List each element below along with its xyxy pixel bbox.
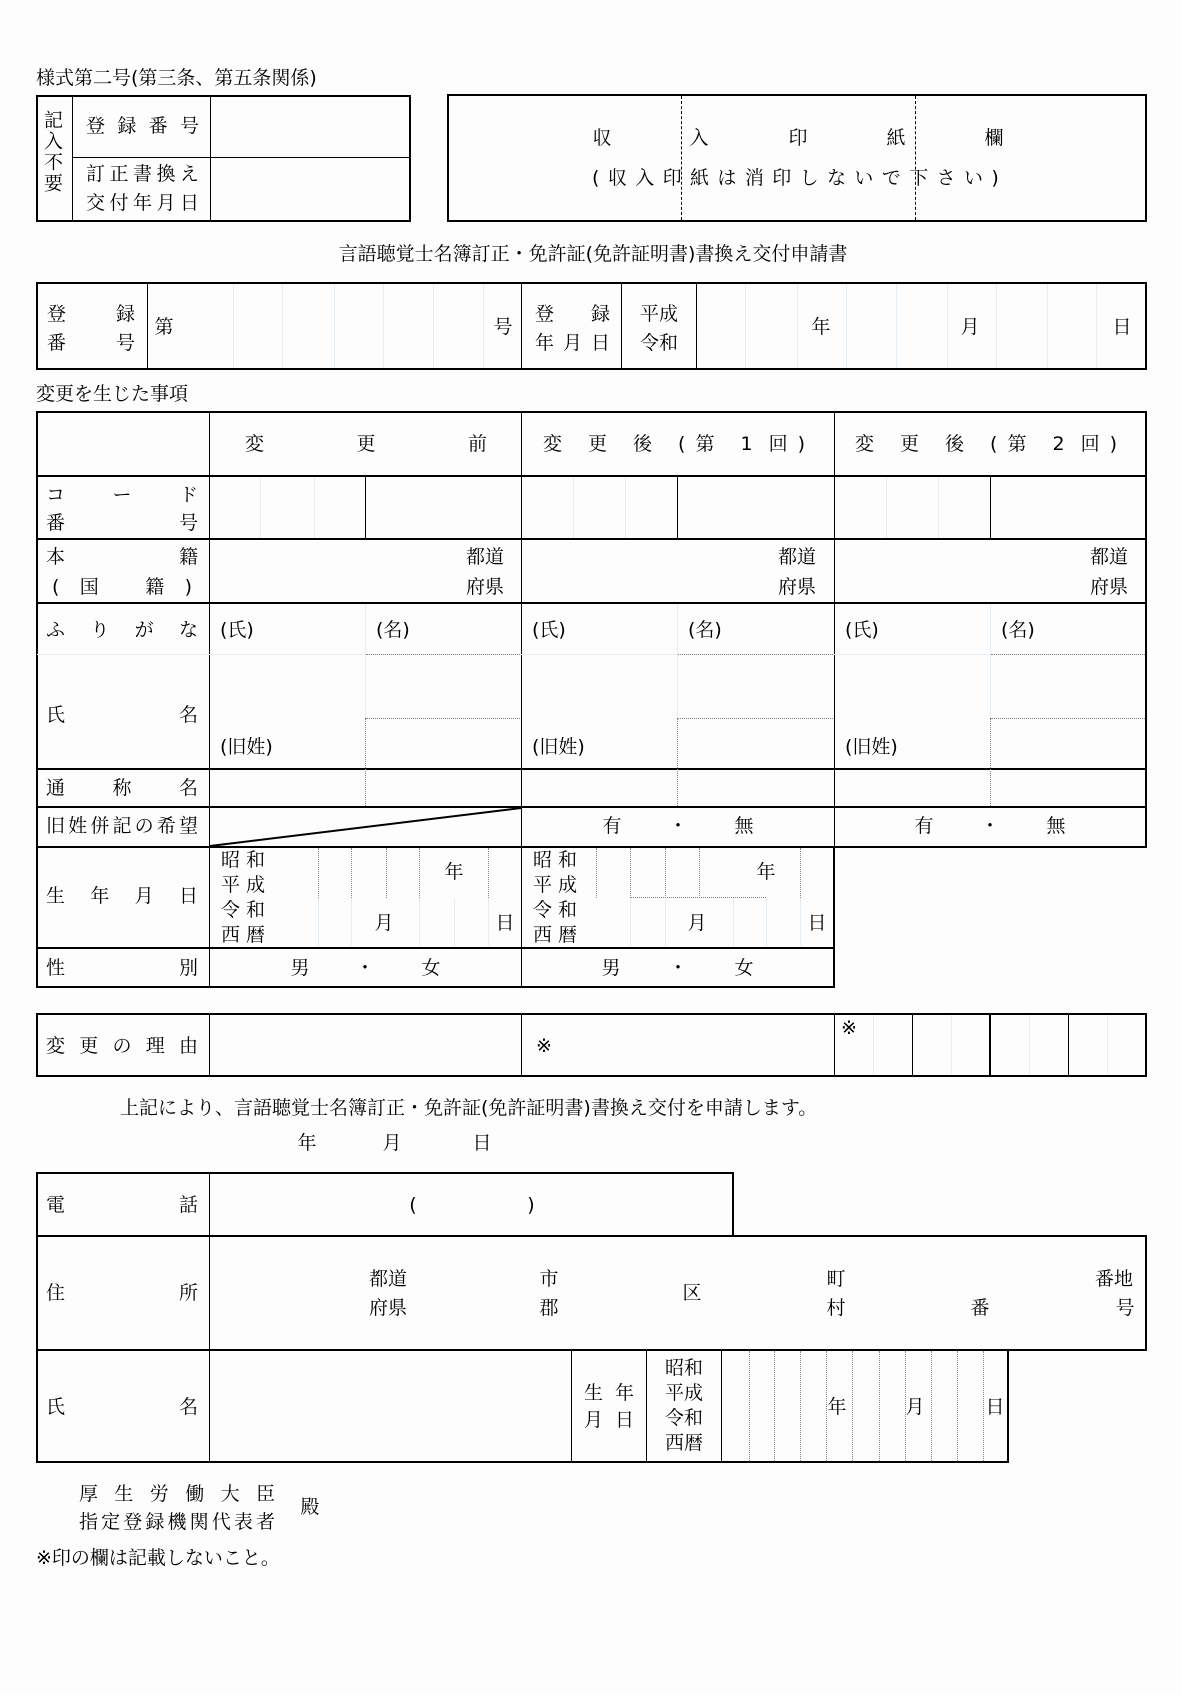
footnote: ※印の欄は記載しないこと。 xyxy=(36,1547,280,1569)
birth-year-label: 年 xyxy=(444,861,464,883)
maiden-wish-yes-1[interactable]: 有 xyxy=(602,815,622,837)
reg-date-label-1: 登 録 xyxy=(535,303,610,325)
changes-heading: 変更を生じた事項 xyxy=(36,383,189,405)
reg-year-label: 年 xyxy=(811,316,831,338)
addr-town-label: 町 xyxy=(826,1268,846,1290)
stamp-char: 紙 xyxy=(886,127,906,149)
addr-ward-label: 区 xyxy=(682,1282,702,1304)
maiden-name-label: (旧姓) xyxy=(845,736,898,758)
reg-number-prefix: 第 xyxy=(154,316,174,338)
separator-dot: ・ xyxy=(355,957,375,979)
maiden-wish-no-1[interactable]: 無 xyxy=(734,815,754,837)
furigana-label: ふ り が な xyxy=(46,619,198,641)
application-year-label: 年 xyxy=(297,1132,317,1154)
applicant-birth-day-label: 日 xyxy=(985,1396,1005,1418)
addr-city-label: 市 xyxy=(539,1268,559,1290)
phone-area-close: ) xyxy=(527,1194,535,1216)
era-seireki[interactable]: 西暦 xyxy=(664,1432,704,1454)
maiden-name-label: (旧姓) xyxy=(220,736,273,758)
reg-date-label-2: 年月日 xyxy=(535,332,610,354)
office-use-mark: ※ xyxy=(841,1017,857,1039)
reg-month-label: 月 xyxy=(960,316,980,338)
surname-label: (氏) xyxy=(845,619,879,641)
applicant-birth-month-label: 月 xyxy=(905,1396,925,1418)
address-label: 住 所 xyxy=(46,1282,198,1304)
maiden-name-label: (旧姓) xyxy=(532,736,585,758)
surname-label: (氏) xyxy=(220,619,254,641)
alias-label: 通 称 名 xyxy=(46,777,198,799)
prefecture-label: 都道 xyxy=(1090,546,1129,568)
declaration-text: 上記により、言語聴覚士名簿訂正・免許証(免許証明書)書換え交付を申請します。 xyxy=(120,1097,818,1119)
addr-village-label: 村 xyxy=(826,1297,846,1319)
code-label-2: 番 号 xyxy=(46,512,198,534)
addr-prefecture-label: 都道 xyxy=(369,1268,408,1290)
domicile-label-2: (国 籍) xyxy=(52,576,192,598)
reg-number-label-2: 番 号 xyxy=(47,332,135,354)
era-heisei[interactable]: 平 成 xyxy=(533,874,578,896)
reg-date-field[interactable] xyxy=(700,290,1140,362)
era-reiwa[interactable]: 令 和 xyxy=(533,899,578,921)
birth-day-label: 日 xyxy=(495,912,515,934)
stamp-char: 欄 xyxy=(984,127,1004,149)
office-use-mark: ※ xyxy=(536,1035,552,1057)
reg-era-reiwa: 令和 xyxy=(639,332,679,354)
column-header-after-2: 変 更 後 (第 2 回) xyxy=(855,433,1117,455)
applicant-birth-label-2: 月 日 xyxy=(584,1409,634,1431)
column-header-after-1: 変 更 後 (第 1 回) xyxy=(543,433,805,455)
era-seireki[interactable]: 西 暦 xyxy=(221,924,266,946)
addr-banchi-label: 番地 xyxy=(1095,1268,1134,1290)
stamp-char: 印 xyxy=(788,127,808,149)
office-reissue-label-1: 訂正書換え xyxy=(86,163,199,185)
applicant-birth-year-label: 年 xyxy=(827,1396,847,1418)
sex-male-2[interactable]: 男 xyxy=(601,957,621,979)
applicant-name-field[interactable] xyxy=(212,1352,568,1460)
separator-dot: ・ xyxy=(668,957,688,979)
prefecture-label: 府県 xyxy=(1090,576,1129,598)
birth-month-label: 月 xyxy=(374,912,394,934)
era-heisei[interactable]: 平 成 xyxy=(221,874,266,896)
office-reg-number-label: 登 録 番 号 xyxy=(86,115,199,137)
maiden-wish-yes-2[interactable]: 有 xyxy=(914,815,934,837)
sex-label: 性 別 xyxy=(46,957,198,979)
era-showa[interactable]: 昭 和 xyxy=(533,849,578,871)
era-reiwa[interactable]: 令和 xyxy=(664,1407,704,1429)
addr-go-label: 号 xyxy=(1115,1297,1135,1319)
name-label: 氏 名 xyxy=(46,704,198,726)
reg-number-label-1: 登 録 xyxy=(47,303,135,325)
addressee-minister: 厚 生 労 働 大 臣 xyxy=(79,1483,275,1505)
office-reg-number-field xyxy=(212,97,408,155)
reg-day-label: 日 xyxy=(1112,316,1132,338)
phone-field[interactable] xyxy=(212,1175,730,1233)
separator-dot: ・ xyxy=(980,815,1000,837)
code-label-1: コ ー ド xyxy=(46,484,198,506)
reg-number-field[interactable] xyxy=(175,290,490,362)
form-id: 様式第二号(第三条、第五条関係) xyxy=(36,67,317,89)
given-name-label: (名) xyxy=(376,619,410,641)
birth-year-label: 年 xyxy=(756,861,776,883)
birth-date-label: 生 年 月 日 xyxy=(46,885,198,907)
applicant-birth-label-1: 生 年 xyxy=(584,1382,634,1404)
birth-day-label: 日 xyxy=(807,912,827,934)
sex-female-2[interactable]: 女 xyxy=(734,957,754,979)
addr-ban-label: 番 xyxy=(970,1297,990,1319)
given-name-label: (名) xyxy=(1001,619,1035,641)
separator-dot: ・ xyxy=(668,815,688,837)
office-use-label: 記入不要 xyxy=(41,110,63,194)
application-day-label: 日 xyxy=(472,1132,492,1154)
page-title: 言語聴覚士名簿訂正・免許証(免許証明書)書換え交付申請書 xyxy=(338,243,848,265)
reg-era-heisei: 平成 xyxy=(639,303,679,325)
reg-number-suffix: 号 xyxy=(493,316,513,338)
domicile-label-1: 本 籍 xyxy=(46,546,198,568)
stamp-note: (収入印紙は消印しないで下さい) xyxy=(592,167,1008,189)
addressee-honorific: 殿 xyxy=(300,1496,320,1518)
maiden-wish-label: 旧姓併記の希望 xyxy=(46,815,198,837)
stamp-char: 入 xyxy=(689,127,709,149)
era-reiwa[interactable]: 令 和 xyxy=(221,899,266,921)
era-showa[interactable]: 昭和 xyxy=(664,1357,704,1379)
stamp-char: 収 xyxy=(592,127,612,149)
era-showa[interactable]: 昭 和 xyxy=(221,849,266,871)
office-reissue-label-2: 交付年月日 xyxy=(86,192,199,214)
prefecture-label: 都道 xyxy=(466,546,505,568)
prefecture-label: 都道 xyxy=(778,546,817,568)
addr-county-label: 郡 xyxy=(539,1297,559,1319)
sex-female-1[interactable]: 女 xyxy=(421,957,441,979)
prefecture-label: 府県 xyxy=(466,576,505,598)
phone-label: 電 話 xyxy=(46,1194,198,1216)
birth-month-label: 月 xyxy=(687,912,707,934)
application-month-label: 月 xyxy=(382,1132,402,1154)
reason-label: 変 更 の 理 由 xyxy=(46,1035,198,1057)
era-seireki[interactable]: 西 暦 xyxy=(533,924,578,946)
prefecture-label: 府県 xyxy=(778,576,817,598)
applicant-name-label: 氏 名 xyxy=(46,1396,198,1418)
address-field[interactable] xyxy=(212,1238,1142,1348)
column-header-before: 変 更 前 xyxy=(245,433,487,455)
not-applicable-diagonal xyxy=(209,807,522,847)
surname-label: (氏) xyxy=(532,619,566,641)
addr-prefecture-label: 府県 xyxy=(369,1297,408,1319)
given-name-label: (名) xyxy=(688,619,722,641)
phone-area-open: ( xyxy=(409,1194,417,1216)
maiden-wish-no-2[interactable]: 無 xyxy=(1046,815,1066,837)
era-heisei[interactable]: 平成 xyxy=(664,1382,704,1404)
sex-male-1[interactable]: 男 xyxy=(290,957,310,979)
reason-field[interactable] xyxy=(212,1015,519,1075)
addressee-designated-body: 指定登録機関代表者 xyxy=(79,1511,275,1533)
